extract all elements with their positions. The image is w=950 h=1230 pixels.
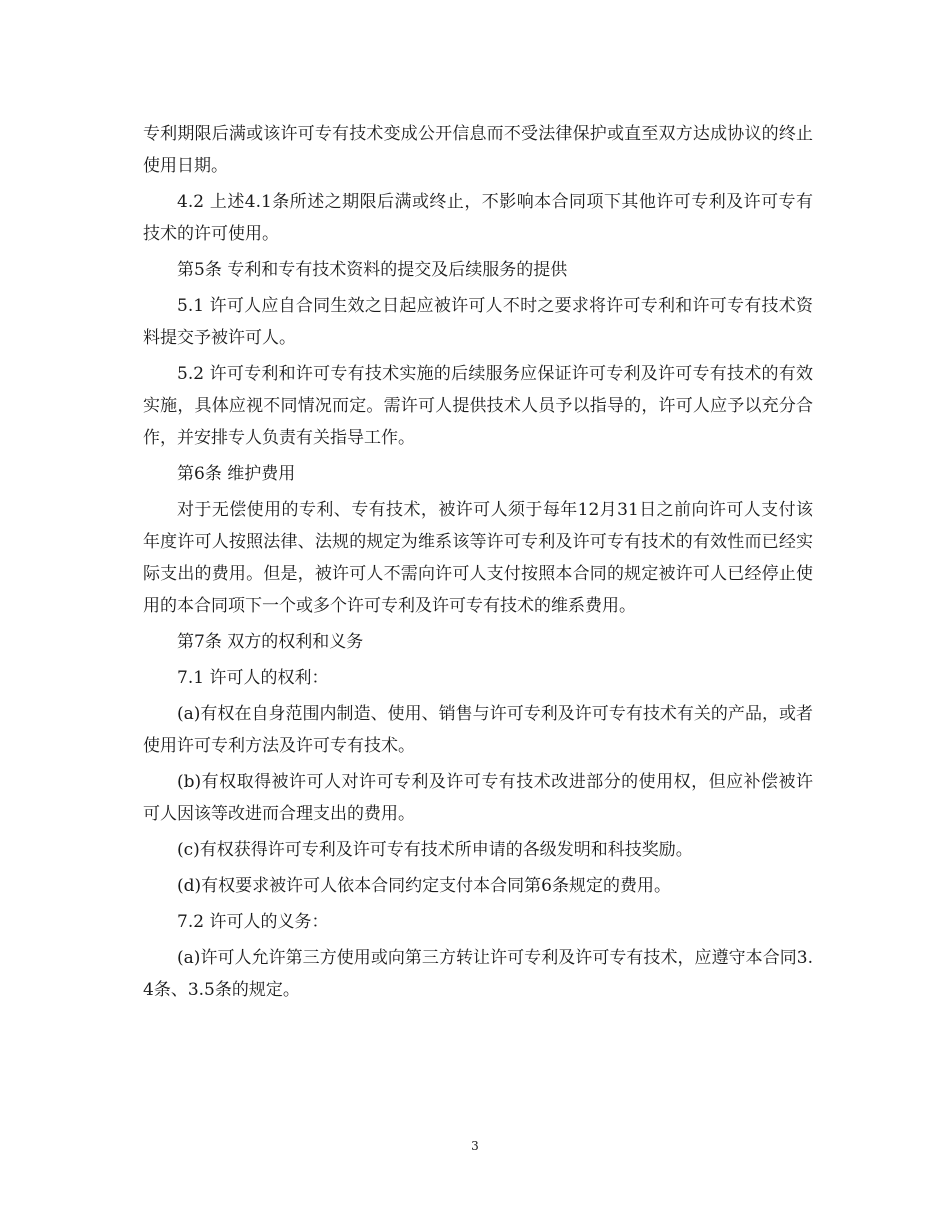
paragraph: 5.2 许可专利和许可专有技术实施的后续服务应保证许可专利及许可专有技术的有效实施，具体应视不同情况而定。需许可人提供技术人员予以指导的，许可人应予以充分合作，并安排专人负责有关指导工作。 — [143, 364, 813, 448]
paragraph: 专利期限后满或该许可专有技术变成公开信息而不受法律保护或直至双方达成协议的终止使用日期。 — [143, 124, 813, 176]
list-item: (c)有权获得许可专利及许可专有技术所申请的各级发明和科技奖励。 — [177, 840, 693, 860]
list-item: (b)有权取得被许可人对许可专利及许可专有技术改进部分的使用权，但应补偿被许可人因该等改进而合理支出的费用。 — [143, 772, 813, 824]
page-number: 3 — [471, 1139, 479, 1153]
paragraph: 5.1 许可人应自合同生效之日起应被许可人不时之要求将许可专利和许可专有技术资料提交予被许可人。 — [143, 296, 813, 348]
list-item: (d)有权要求被许可人依本合同约定支付本合同第6条规定的费用。 — [177, 876, 671, 896]
document-body — [143, 118, 813, 1010]
subsection-heading: 7.2 许可人的义务： — [177, 912, 329, 932]
section-heading: 第5条 专利和专有技术资料的提交及后续服务的提供 — [177, 260, 568, 280]
list-item: (a)许可人允许第三方使用或向第三方转让许可专利及许可专有技术，应遵守本合同3.4条、3.5条的规定。 — [143, 948, 813, 1000]
paragraph: 4.2 上述4.1条所述之期限后满或终止，不影响本合同项下其他许可专利及许可专有技术的许可使用。 — [143, 192, 813, 244]
subsection-heading: 7.1 许可人的权利： — [177, 668, 329, 688]
list-item: (a)有权在自身范围内制造、使用、销售与许可专利及许可专有技术有关的产品，或者使用许可专利方法及许可专有技术。 — [143, 704, 813, 756]
section-heading: 第7条 双方的权利和义务 — [177, 632, 364, 652]
section-heading: 第6条 维护费用 — [177, 464, 296, 484]
paragraph: 对于无偿使用的专利、专有技术，被许可人须于每年12月31日之前向许可人支付该年度许可人按照法律、法规的规定为维系该等许可专利及许可专有技术的有效性而已经实际支出的费用。但是，被许可人不需向许可人支付按照本合同的规定被许可人已经停止使用的本合同项下一个或多个许可专利及许可专有技术的维系费用。 — [143, 500, 813, 616]
